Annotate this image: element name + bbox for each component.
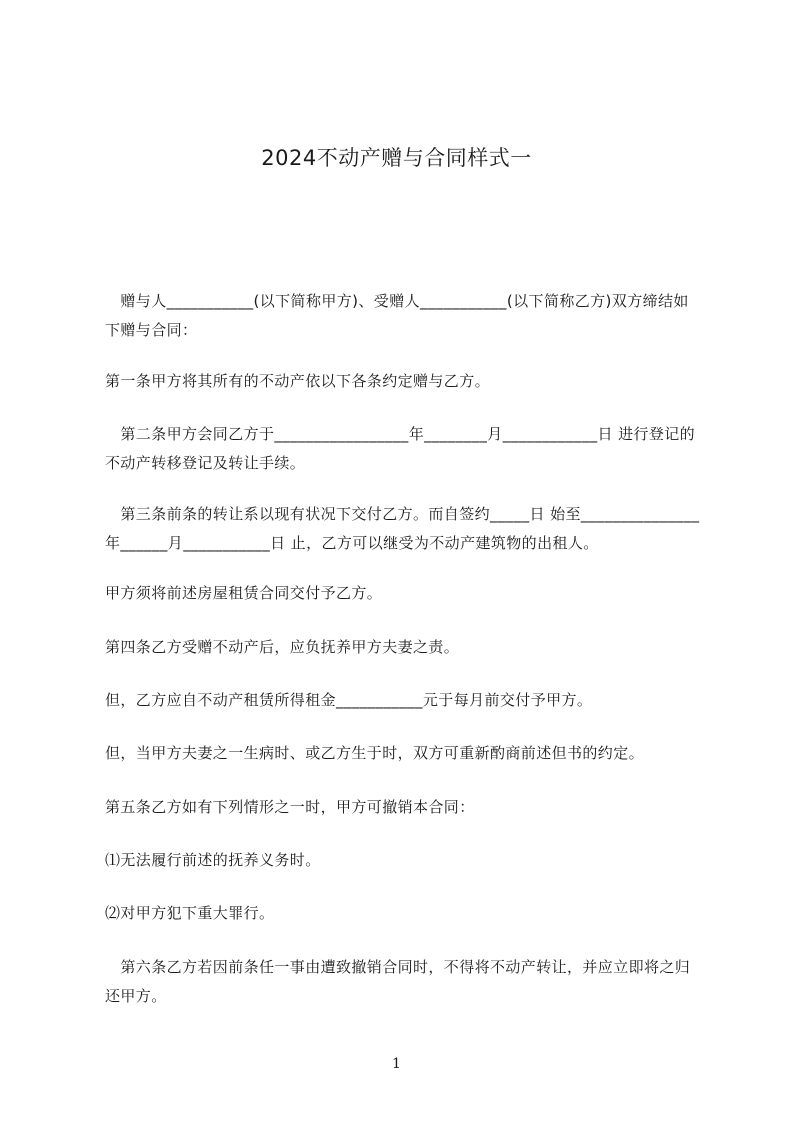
paragraph-renegotiation: 但，当甲方夫妻之一生病时、或乙方生于时，双方可重新酌商前述但书的约定。 (105, 744, 645, 762)
paragraph-article-6: 第六条乙方若因前条任一事由遭致撤销合同时，不得将不动产转让，并应立即将之归还甲方。 (105, 958, 691, 1005)
paragraph-article-1: 第一条甲方将其所有的不动产依以下各条约定赠与乙方。 (105, 372, 491, 390)
paragraph-article-5: 第五条乙方如有下列情形之一时，甲方可撤销本合同： (105, 798, 475, 816)
paragraph-article-3: 第三条前条的转让系以现有状况下交付乙方。而自签约_____日 始至_______________年______月___________日 止，乙方可以继受为不动产建筑物的出租人。 (105, 505, 700, 552)
paragraph-rent-proviso: 但，乙方应自不动产租赁所得租金___________元于每月前交付予甲方。 (105, 691, 593, 709)
paragraph-item-1: ⑴无法履行前述的抚养义务时。 (105, 851, 321, 869)
document-title: 2024不动产赠与合同样式一 (261, 146, 532, 170)
paragraph-preamble: 赠与人___________(以下简称甲方)、受赠人___________(以下简称乙方)双方缔结如下赠与合同： (105, 292, 689, 339)
paragraph-article-2: 第二条甲方会同乙方于_________________年________月____________日 进行登记的不动产转移登记及转让手续。 (105, 425, 696, 472)
paragraph-lease-handover: 甲方须将前述房屋租赁合同交付予乙方。 (105, 584, 383, 602)
page-number: 1 (392, 1056, 401, 1072)
paragraph-item-2: ⑵对甲方犯下重大罪行。 (105, 904, 275, 922)
paragraph-article-4: 第四条乙方受赠不动产后，应负抚养甲方夫妻之责。 (105, 638, 460, 656)
